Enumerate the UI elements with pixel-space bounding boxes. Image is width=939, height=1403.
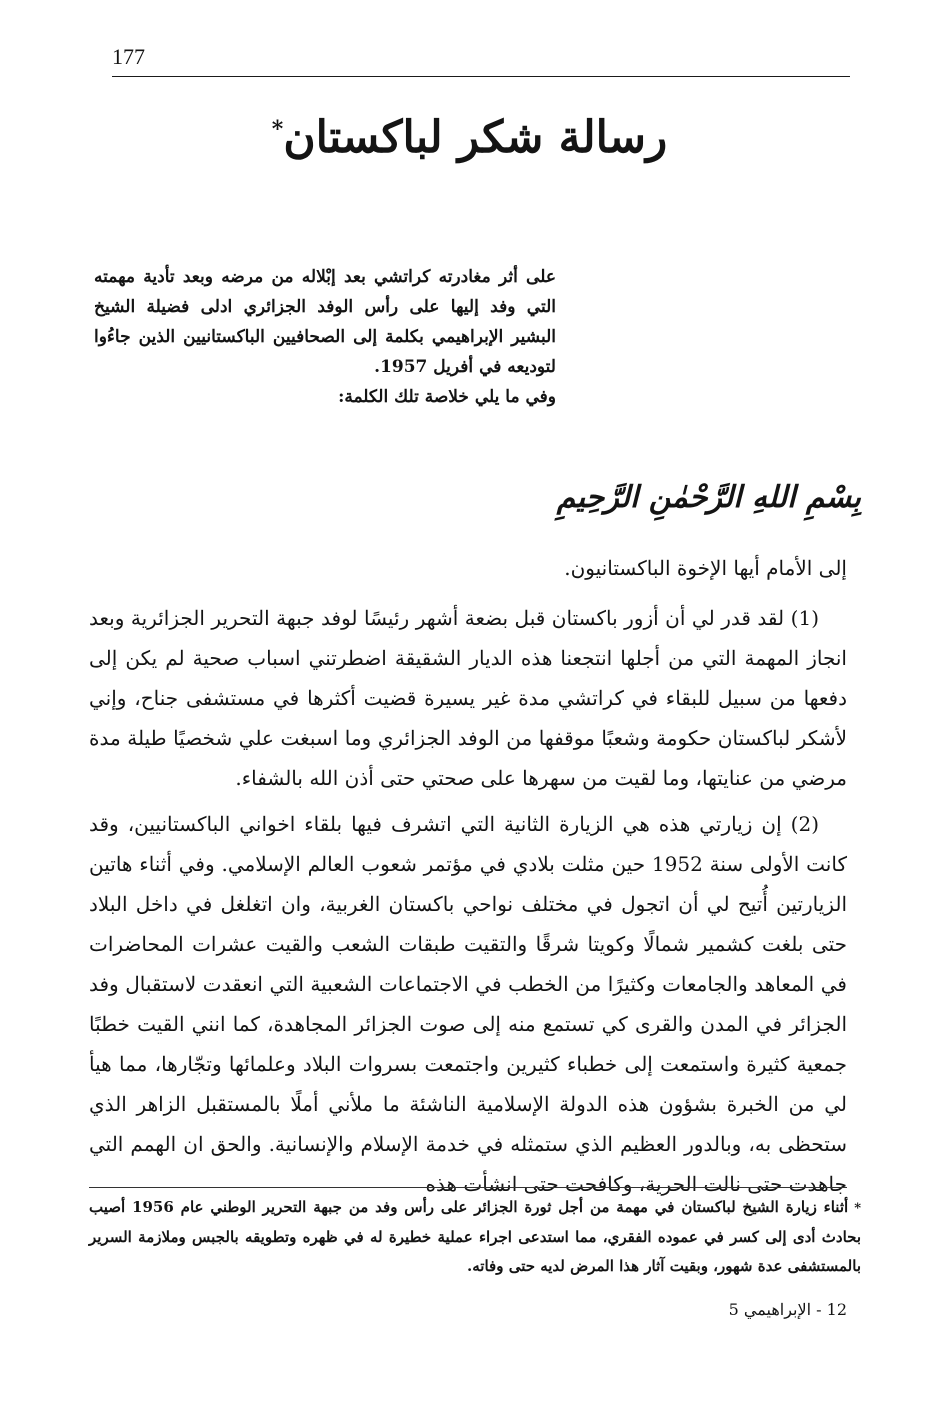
paragraph: (1) لقد قدر لي أن أزور باكستان قبل بضعة أشهر رئيسًا لوفد جبهة التحرير الجزائرية وبعد انجاز المهمة التي من أجلها انتجعنا هذه الديار الشقيقة اضطرتني اسباب صحية لم يكن إلى دفعها من سبيل للبقاء في كراتشي مدة غير يسيرة قضيت أكثرها في مستشفى جناح، وإني لأشكر لباكستان حكومة وشعبًا موقفها من الوفد الجزائري وما اسبغت علي شخصيًا طيلة مدة مرضي من عنايتها، وما لقيت من سهرها على صحتي حتى أذن الله بالشفاء.	[89, 606, 847, 790]
footnote	[89, 1193, 861, 1281]
page-number: 177	[112, 44, 145, 69]
title-text: رسالة شكر لباكستان	[283, 112, 668, 163]
header-rule	[112, 76, 850, 77]
intro-line: على أثر مغادرته كراتشي بعد إبْلاله من مرضه وبعد تأدية مهمته التي وفد إليها على رأس الوفد الجزائري ادلى فضيلة الشيخ البشير الإبراهيمي بكلمة إلى الصحافيين الباكستانيين الذين جاءُوا لتوديعه في أفريل 1957.	[94, 267, 556, 377]
body-text	[89, 548, 847, 1210]
greeting: إلى الأمام أيها الإخوة الباكستانيون.	[564, 556, 847, 580]
page-title	[0, 112, 939, 163]
intro-note	[94, 262, 556, 412]
footnote-rule	[89, 1187, 847, 1188]
footnote-text: أثناء زيارة الشيخ لباكستان في مهمة من أجل ثورة الجزائر على رأس وفد من جبهة التحرير الوطني عام 1956 أصيب بحادث أدى إلى كسر في عموده الفقري، مما استدعى اجراء عملية خطيرة له في ظهره وتطويقه بالجبس وملازمة السرير بالمستشفى عدة شهور، وبقيت آثار هذا المرض لديه حتى وفاته.	[89, 1198, 861, 1275]
signature-line: 12 - الإبراهيمي 5	[728, 1300, 847, 1319]
basmala: بِسْمِ اللهِ الرَّحْمٰنِ الرَّحِيمِ	[556, 480, 861, 515]
paragraph: (2) إن زيارتي هذه هي الزيارة الثانية التي اتشرف فيها بلقاء اخواني الباكستانيين، وقد كانت الأولى سنة 1952 حين مثلت بلادي في مؤتمر شعوب العالم الإسلامي. وفي أثناء هاتين الزيارتين أُتيح لي أن اتجول في مختلف نواحي باكستان الغربية، وان اتغلغل في داخل البلاد حتى بلغت كشمير شمالًا وكويتا شرقًا والتقيت طبقات الشعب والقيت عشرات المحاضرات في المعاهد والجامعات وكثيرًا من الخطب في الاجتماعات الشعبية التي انعقدت لاستقبال وفد الجزائر في المدن والقرى كي تستمع منه إلى صوت الجزائر المجاهدة، كما انني القيت خطبًا جمعية كثيرة واستمعت إلى خطباء كثيرين واجتمعت بسروات البلاد وعلمائها وتجّارها، مما هيأ لي من الخبرة بشؤون هذه الدولة الإسلامية الناشئة ما ملأني أملًا بالمستقبل الزاهر الذي ستحظى به، وبالدور العظيم الذي ستمثله في خدمة الإسلام والإنسانية. والحق ان الهمم التي جاهدت حتى نالت الحرية، وكافحت حتى انشأت هذه	[89, 812, 848, 1196]
footnote-mark: *	[854, 1201, 861, 1216]
intro-line: وفي ما يلي خلاصة تلك الكلمة:	[338, 387, 556, 407]
title-footnote-mark: *	[271, 116, 284, 143]
